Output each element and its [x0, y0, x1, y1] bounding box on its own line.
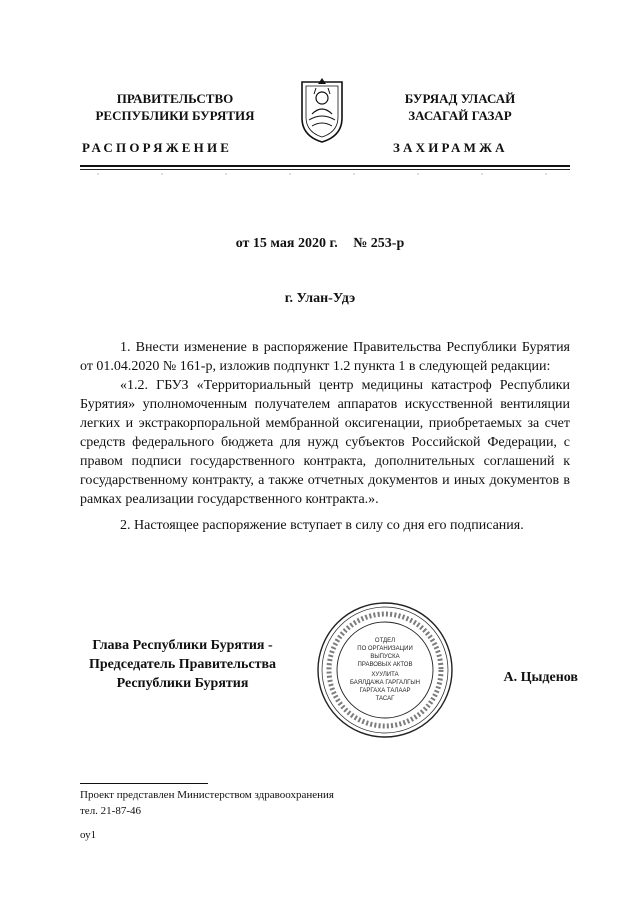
header-divider-thin	[80, 169, 570, 170]
header-divider-thick	[80, 165, 570, 167]
header-left-line1: ПРАВИТЕЛЬСТВО	[116, 91, 234, 106]
seal-text-7: ГАРГАХА ТАЛААР	[359, 688, 411, 694]
seal-text-1: ОТДЕЛ	[374, 638, 396, 644]
header-left-block	[80, 90, 270, 124]
signatory-title-line1: Глава Республики Бурятия -	[92, 638, 273, 653]
body-paragraph-3: 2. Настоящее распоряжение вступает в силу со дня его подписания.	[120, 518, 524, 533]
header-right-line2: ЗАСАГАЙ ГАЗАР	[408, 108, 512, 123]
footer-notes	[80, 787, 334, 843]
body-paragraph-1: 1. Внести изменение в распоряжение Правительства Республики Бурятия от 01.04.2020 № 161-р, изложив подпункт 1.2 пункта 1 в следующей редакции:	[80, 340, 570, 374]
coat-of-arms-icon	[298, 74, 346, 144]
seal-text-6: БАЯЛДАЖА ГАРГАЛГЫН	[349, 680, 421, 686]
document-number: № 253-р	[353, 236, 405, 251]
signatory-title-line2: Председатель Правительства	[88, 657, 277, 672]
header-right-line1: БУРЯАД УЛАСАЙ	[404, 91, 516, 106]
signatory-name: А. Цыденов	[503, 670, 578, 685]
body-paragraph-2: «1.2. ГБУЗ «Территориальный центр медицины катастроф Республики Бурятия» уполномоченным получателем аппаратов искусственной вентиляции легких и экстракорпоральной мембранной оксигенации, приобретаемых за счет средств федерального бюджета для нужд субъектов Российской Федерации, с правом подписи государственного контракта, дополнительных соглашений к государственному контракту, а также отчетных документов и иных документов в рамках реализации государственного контракта.».	[80, 378, 570, 507]
seal-text-8: ТАСАГ	[375, 696, 395, 702]
signatory-title	[80, 636, 285, 693]
header-left-line2: РЕСПУБЛИКИ БУРЯТИЯ	[95, 108, 255, 123]
footer-line-1: Проект представлен Министерством здравоохранения	[80, 789, 334, 801]
document-kind-bua: ЗАХИРАМЖА	[393, 140, 508, 155]
date-number-line	[0, 236, 640, 252]
seal-text-3: ВЫПУСКА	[370, 654, 400, 660]
signatory-title-line3: Республики Бурятия	[116, 676, 249, 691]
footer-divider	[80, 783, 208, 784]
header-right-block	[380, 90, 540, 124]
seal-text-2: ПО ОРГАНИЗАЦИИ	[357, 646, 413, 652]
footer-line-2: тел. 21-87-46	[80, 805, 142, 817]
round-seal-stamp-icon	[315, 600, 455, 740]
seal-text-5: ХУУЛИТА	[371, 672, 399, 678]
header-dotted-line	[80, 171, 570, 177]
document-city: г. Улан-Удэ	[284, 291, 356, 306]
seal-text-4: ПРАВОВЫХ АКТОВ	[357, 662, 413, 668]
document-body	[80, 338, 570, 535]
footer-line-3: оу1	[80, 829, 97, 841]
document-date: от 15 мая 2020 г.	[235, 236, 338, 251]
document-kind-ru: РАСПОРЯЖЕНИЕ	[82, 140, 233, 155]
